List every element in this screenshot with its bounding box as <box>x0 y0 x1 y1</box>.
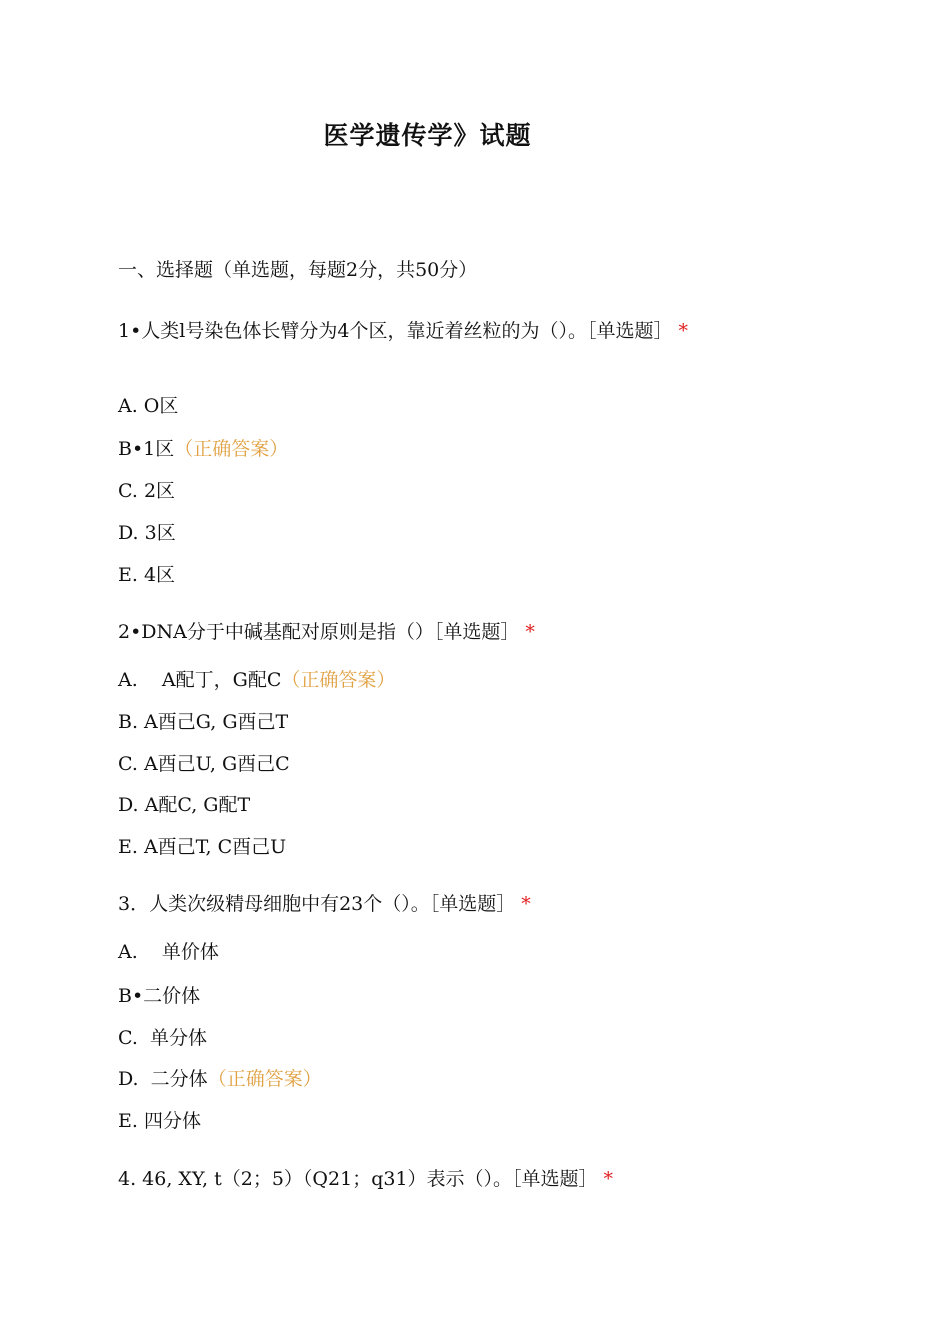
option-text: B. A酉己G, G酉己T <box>118 711 289 733</box>
option-text: E. 四分体 <box>118 1110 201 1132</box>
required-mark: * <box>521 893 531 915</box>
question-2-option-c[interactable] <box>118 749 290 776</box>
document-title: 医学遗传学》试题 <box>323 121 532 150</box>
correct-answer-label: （正确答案） <box>174 438 289 460</box>
option-text: D. 二分体 <box>118 1068 208 1090</box>
question-4 <box>118 1164 613 1191</box>
question-2-option-d[interactable] <box>118 790 250 817</box>
option-text: B•二价体 <box>118 985 201 1007</box>
required-mark: * <box>678 320 688 342</box>
question-1-option-e[interactable] <box>118 560 175 587</box>
question-1-option-b[interactable] <box>118 434 288 461</box>
question-3-option-d[interactable] <box>118 1064 322 1091</box>
question-2-text: 2•DNA分于中碱基配对原则是指（）［单选题］ <box>118 621 520 643</box>
required-mark: * <box>525 621 535 643</box>
question-1-option-c[interactable] <box>118 476 175 503</box>
option-text: D. A配C, G配T <box>118 794 251 816</box>
question-2-option-b[interactable] <box>118 707 288 734</box>
question-1-option-d[interactable] <box>118 518 176 545</box>
correct-answer-label: （正确答案） <box>207 1068 322 1090</box>
question-3 <box>118 889 531 916</box>
question-3-option-c[interactable] <box>118 1023 207 1050</box>
question-3-option-b[interactable] <box>118 981 200 1008</box>
question-1-text: 1•人类l号染色体长臂分为4个区，靠近着丝粒的为（）。［单选题］ <box>118 320 673 342</box>
question-3-option-a[interactable] <box>118 937 219 964</box>
option-text: B•1区 <box>118 438 175 460</box>
question-4-text: 4. 46, XY, t（2；5）（Q21；q31）表示（）。［单选题］ <box>118 1168 598 1190</box>
option-text: C. A酉己U, G酉己C <box>118 753 290 775</box>
question-1 <box>118 319 728 344</box>
option-text: E. 4区 <box>118 564 176 586</box>
option-text: A. O区 <box>118 395 179 417</box>
question-3-option-e[interactable] <box>118 1106 201 1133</box>
question-2-option-a[interactable] <box>118 665 395 692</box>
option-text: C. 单分体 <box>118 1027 207 1049</box>
question-1-option-a[interactable] <box>118 391 178 418</box>
correct-answer-label: （正确答案） <box>281 669 396 691</box>
option-text: D. 3区 <box>118 522 176 544</box>
option-text: C. 2区 <box>118 480 176 502</box>
question-2 <box>118 617 535 644</box>
question-3-text: 3．人类次级精母细胞中有23个（）。［单选题］ <box>118 893 516 915</box>
option-text: A. A配丁，G配C <box>118 669 282 691</box>
question-2-option-e[interactable] <box>118 832 286 859</box>
required-mark: * <box>603 1168 614 1190</box>
option-text: E. A酉己T, C酉己U <box>118 836 287 858</box>
section-heading: 一、选择题（单选题，每题2分，共50分） <box>118 259 478 281</box>
option-text: A. 单价体 <box>118 941 219 963</box>
